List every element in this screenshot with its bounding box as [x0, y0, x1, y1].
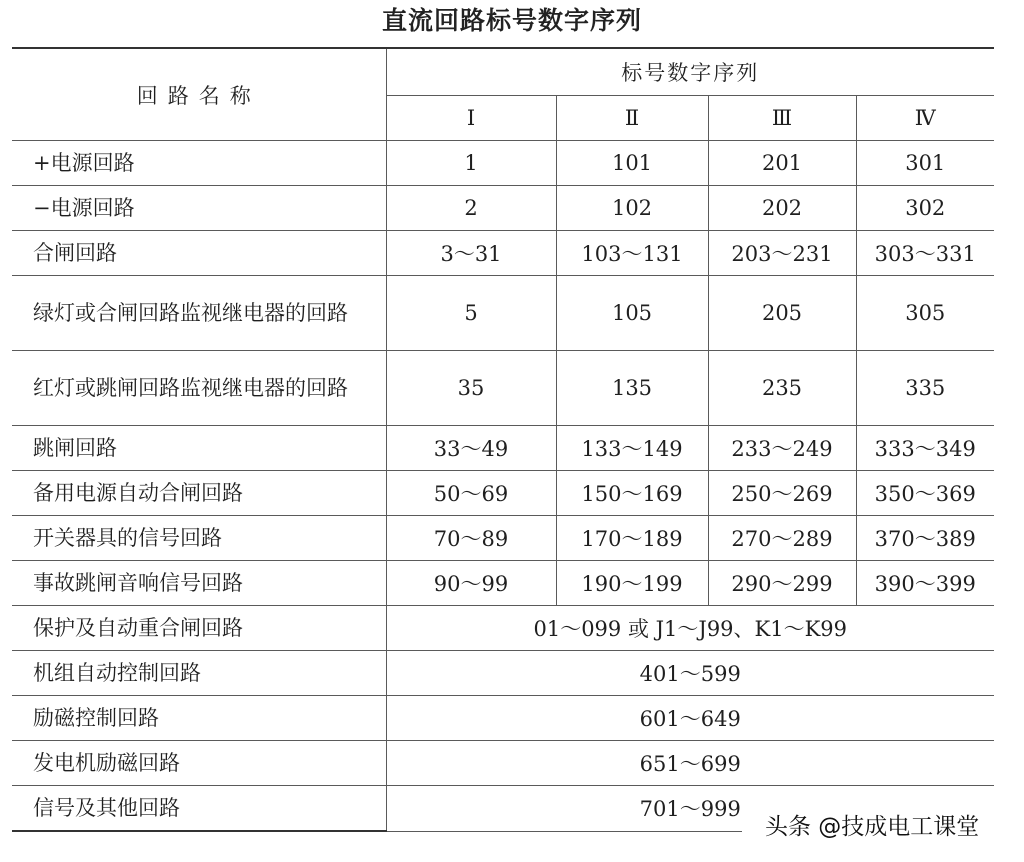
- code-value: 70～89: [386, 516, 556, 561]
- watermark-text: 头条 @技成电工课堂: [759, 807, 985, 847]
- table-row: [12, 651, 994, 696]
- code-value: 170～189: [556, 516, 708, 561]
- code-value: 335: [856, 351, 994, 426]
- table-row: [12, 426, 994, 471]
- code-value: 202: [708, 186, 856, 231]
- code-value: 270～289: [708, 516, 856, 561]
- code-value: 203～231: [708, 231, 856, 276]
- circuit-name: 备用电源自动合闸回路: [12, 471, 386, 516]
- code-value: 390～399: [856, 561, 994, 606]
- code-range-value: 701～999: [386, 786, 994, 832]
- code-value: 102: [556, 186, 708, 231]
- code-value: 201: [708, 141, 856, 186]
- circuit-name: 信号及其他回路: [12, 786, 386, 832]
- code-value: 190～199: [556, 561, 708, 606]
- code-value: 350～369: [856, 471, 994, 516]
- code-range-value: 01～099 或 J1～J99、K1～K99: [386, 606, 994, 651]
- code-value: 250～269: [708, 471, 856, 516]
- code-value: 233～249: [708, 426, 856, 471]
- code-value: 1: [386, 141, 556, 186]
- circuit-name: 励磁控制回路: [12, 696, 386, 741]
- code-value: 305: [856, 276, 994, 351]
- circuit-name: 发电机励磁回路: [12, 741, 386, 786]
- code-value: 290～299: [708, 561, 856, 606]
- table-row: [12, 606, 994, 651]
- code-value: 333～349: [856, 426, 994, 471]
- circuit-name: −电源回路: [12, 186, 386, 231]
- code-value: 135: [556, 351, 708, 426]
- table-row: [12, 186, 994, 231]
- code-range-value: 651～699: [386, 741, 994, 786]
- column-header-3: Ⅲ: [708, 96, 856, 141]
- code-value: 90～99: [386, 561, 556, 606]
- circuit-name: 绿灯或合闸回路监视继电器的回路: [12, 276, 386, 351]
- code-value: 133～149: [556, 426, 708, 471]
- table-title: 直流回路标号数字序列: [381, 6, 642, 35]
- code-value: 205: [708, 276, 856, 351]
- circuit-name: 合闸回路: [12, 231, 386, 276]
- code-value: 101: [556, 141, 708, 186]
- code-value: 105: [556, 276, 708, 351]
- code-value: 2: [386, 186, 556, 231]
- code-value: 35: [386, 351, 556, 426]
- code-value: 33～49: [386, 426, 556, 471]
- code-value: 235: [708, 351, 856, 426]
- table-row: [12, 141, 994, 186]
- column-header-1: Ⅰ: [386, 96, 556, 141]
- circuit-name-header: 回路名称: [12, 48, 386, 141]
- column-header-2: Ⅱ: [556, 96, 708, 141]
- code-value: 5: [386, 276, 556, 351]
- table-row: [12, 351, 994, 426]
- code-value: 302: [856, 186, 994, 231]
- code-value: 301: [856, 141, 994, 186]
- circuit-name: 事故跳闸音响信号回路: [12, 561, 386, 606]
- table-row: [12, 231, 994, 276]
- table-row: [12, 276, 994, 351]
- sequence-header: 标号数字序列: [386, 48, 994, 96]
- circuit-name: 机组自动控制回路: [12, 651, 386, 696]
- table-row: [12, 696, 994, 741]
- code-value: 370～389: [856, 516, 994, 561]
- circuit-name: +电源回路: [12, 141, 386, 186]
- code-value: 150～169: [556, 471, 708, 516]
- column-header-4: Ⅳ: [856, 96, 994, 141]
- dc-circuit-code-table: [12, 47, 994, 832]
- code-value: 303～331: [856, 231, 994, 276]
- code-value: 3～31: [386, 231, 556, 276]
- code-value: 50～69: [386, 471, 556, 516]
- table-row: [12, 741, 994, 786]
- code-value: 103～131: [556, 231, 708, 276]
- code-range-value: 601～649: [386, 696, 994, 741]
- table-row: [12, 516, 994, 561]
- circuit-name: 保护及自动重合闸回路: [12, 606, 386, 651]
- code-range-value: 401～599: [386, 651, 994, 696]
- table-row: [12, 471, 994, 516]
- circuit-name: 红灯或跳闸回路监视继电器的回路: [12, 351, 386, 426]
- header-row-1: [12, 48, 994, 96]
- circuit-name: 开关器具的信号回路: [12, 516, 386, 561]
- table-row: [12, 561, 994, 606]
- circuit-name: 跳闸回路: [12, 426, 386, 471]
